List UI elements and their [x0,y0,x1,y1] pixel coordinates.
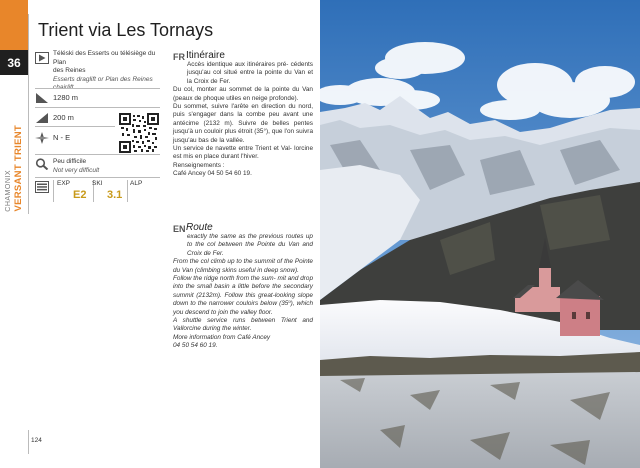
grade-label-ski: SKI [92,180,103,187]
difficulty-fr: Peu difficile [53,158,87,165]
grade-value-ski: 3.1 [107,189,123,201]
side-region: CHAMONIX [5,170,12,212]
fr-paragraph-1: Accès identique aux itinéraires pré- cédents jusqu'au col situé entre la pointe du Van et la Croix de Fer. [187,61,313,85]
en-paragraph-2: From the col climb up to the summit of the Pointe du Van (climbing skins useful in deep snow). [173,258,313,274]
ascent-icon [35,112,49,124]
grade-scale-icon [35,181,49,193]
route-heading: Route [186,222,213,233]
fr-paragraph-4: Un service de navette entre Trient et Val- lorcine est mis en place durant l'hiver. [173,145,313,161]
en-paragraph-4: A shuttle service runs between Trient and Vallorcine during the winter. [173,317,313,333]
grade-label-alp: ALP [130,180,143,187]
qr-code-icon [119,113,159,153]
en-paragraph-1: exactly the same as the previous routes up to the col between the Pointe du Van and Croix de Fer. [187,233,313,257]
access-line3: Esserts draglift or Plan des Reines [53,75,153,83]
divider [35,88,160,89]
orange-tab [0,0,28,50]
fr-paragraph-3: Du sommet, suivre l'arête en direction du nord, puis s'engager dans la combe peu avant une antécime (2132 m). Suivre de belles pentes jusqu'à un couloir plus étroit (35°), que l'on suivra jusqu'au bas de la vallée. [173,103,313,144]
difficulty-en: Not very difficult [53,166,100,174]
divider [35,107,160,108]
orientation-value: N - E [53,133,71,142]
side-divider-bottom [28,430,29,454]
divider [35,177,160,178]
side-divider [28,14,29,214]
lang-en-tag: EN [173,224,186,234]
compass-icon [35,132,49,144]
itinerary-heading: Itinéraire [186,50,225,61]
access-line2: des Reines [53,67,86,74]
page-title: Trient via Les Tornays [38,20,214,40]
access-line1: Téléski des Esserts ou télésiège du Plan [53,50,156,66]
ascent-value: 200 m [53,113,74,122]
descent-icon [35,92,49,104]
fr-paragraph-2: Du col, monter au sommet de la pointe du Van (peaux de phoque utiles en neige profonde). [173,86,313,102]
route-text [173,233,313,351]
side-area: VERSANT TRIENT [13,125,24,212]
en-paragraph-6: 04 50 54 60 19. [173,342,218,350]
en-paragraph-5: More information from Café Ancey [173,333,271,341]
side-label [2,82,26,212]
divider [35,154,160,155]
grade-label-exp: EXP [57,180,71,187]
grade-divider [53,180,54,202]
page-number: 124 [31,437,42,444]
mountain-photo [320,0,640,468]
grade-values [57,189,157,203]
en-paragraph-3: Follow the ridge north from the sum- mit and drop into the small basin a little before the secondary summit (2132m). Follow this great-looking slope down to the narrower couloirs below (35º), which you descend to join the valley floor. [173,275,313,316]
lang-fr-tag: FR [173,52,185,62]
grade-value-exp: E2 [73,189,87,201]
fr-paragraph-5: Renseignements : [173,161,225,169]
descent-value: 1280 m [53,93,79,102]
photo-illustration [320,0,640,468]
magnifier-icon [35,158,49,170]
lift-icon [35,52,49,64]
itinerary-text [173,61,313,179]
divider [35,126,115,127]
fr-paragraph-6: Café Ancey 04 50 54 60 19. [173,170,252,178]
route-number: 36 [0,50,28,75]
